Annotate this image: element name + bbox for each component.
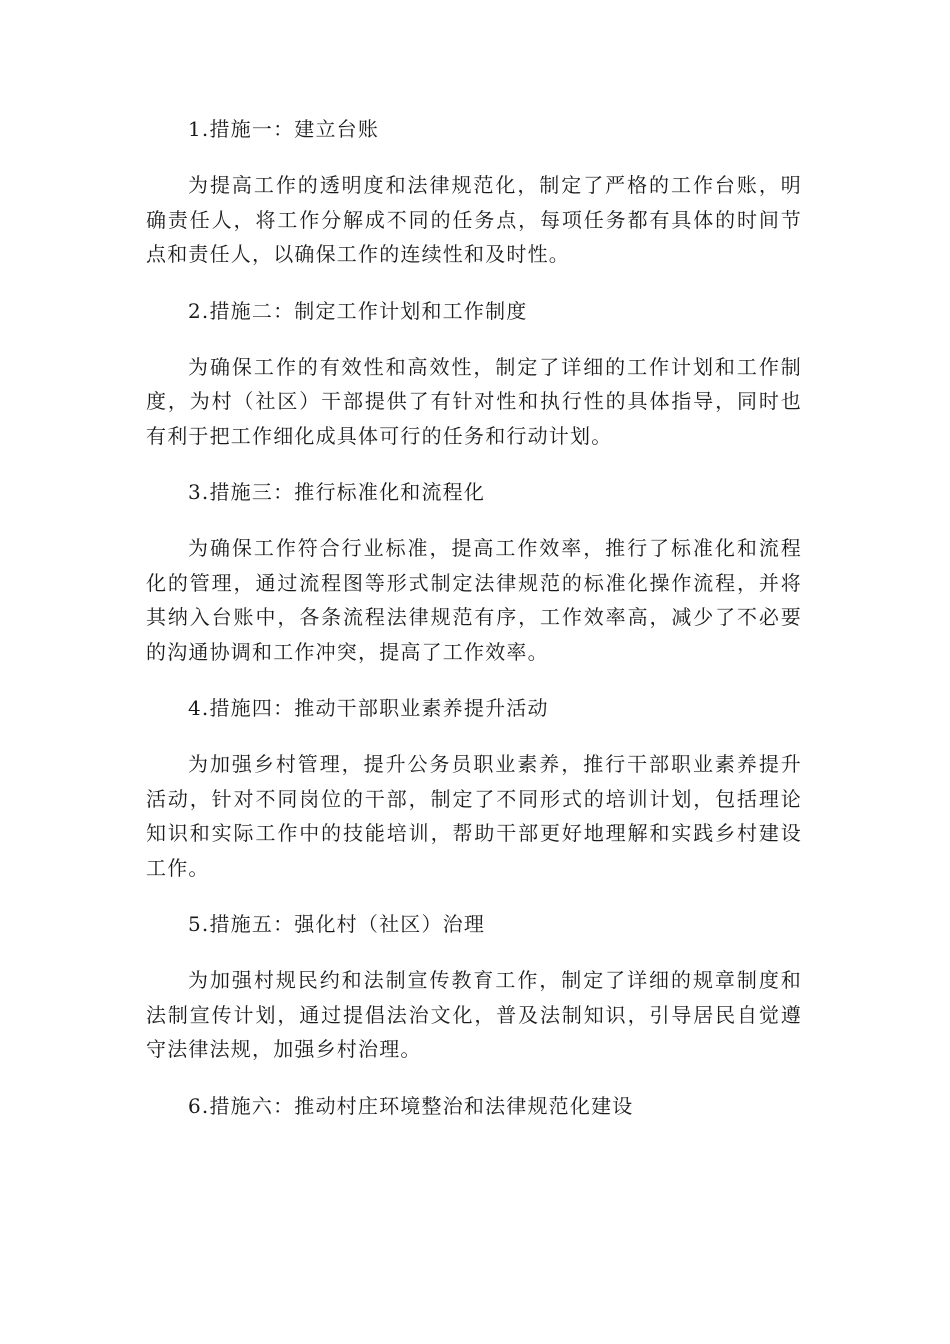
section-heading-1: 1.措施一：建立台账	[188, 117, 380, 141]
section-paragraph-5: 为加强村规民约和法制宣传教育工作，制定了详细的规章制度和法制宣传计划，通过提倡法治文化，普及法制知识，引导居民自觉遵守法律法规，加强乡村治理。	[146, 968, 802, 1061]
section-heading-2: 2.措施二：制定工作计划和工作制度	[188, 298, 528, 323]
section-heading-5: 5.措施五：强化村（社区）治理	[188, 912, 486, 936]
section-paragraph-1: 为提高工作的透明度和法律规范化，制定了严格的工作台账，明确责任人，将工作分解成不同的任务点，每项任务都有具体的时间节点和责任人，以确保工作的连续性和及时性。	[146, 173, 802, 266]
document-body	[146, 112, 802, 1123]
section-heading-4: 4.措施四：推动干部职业素养提升活动	[188, 696, 549, 720]
section-heading-6: 6.措施六：推动村庄环境整治和法律规范化建设	[188, 1093, 634, 1118]
section-paragraph-3: 为确保工作符合行业标准，提高工作效率，推行了标准化和流程化的管理，通过流程图等形式制定法律规范的标准化操作流程，并将其纳入台账中，各条流程法律规范有序，工作效率高，减少了不必要的沟通协调和工作冲突，提高了工作效率。	[146, 536, 802, 664]
section-heading-3: 3.措施三：推行标准化和流程化	[188, 480, 486, 504]
section-paragraph-4: 为加强乡村管理，提升公务员职业素养，推行干部职业素养提升活动，针对不同岗位的干部，制定了不同形式的培训计划，包括理论知识和实际工作中的技能培训，帮助干部更好地理解和实践乡村建设工作。	[146, 752, 802, 880]
section-paragraph-2: 为确保工作的有效性和高效性，制定了详细的工作计划和工作制度，为村（社区）干部提供了有针对性和执行性的具体指导，同时也有利于把工作细化成具体可行的任务和行动计划。	[146, 354, 802, 448]
